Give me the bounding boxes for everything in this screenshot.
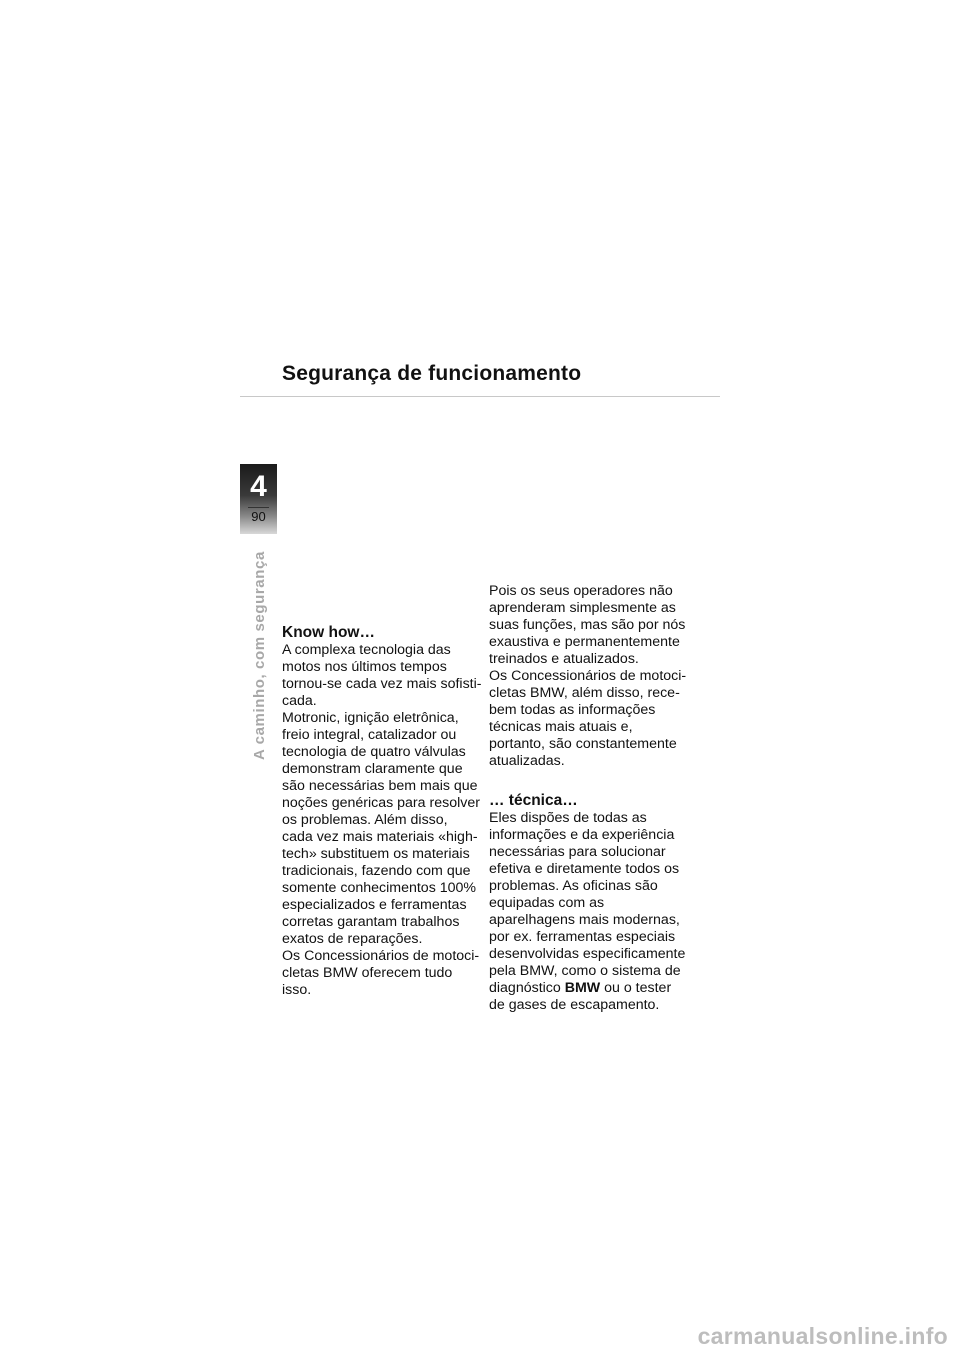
body-line: equipadas com as <box>489 895 605 911</box>
body-line: exatos de reparações. <box>282 931 423 947</box>
line-prefix: diagnóstico <box>489 980 565 996</box>
body-line: aprenderam simplesmente as <box>489 600 676 616</box>
bmw-brand-text: BMW <box>564 980 601 996</box>
body-line: técnicas mais atuais e, <box>489 719 633 735</box>
body-line: A complexa tecnologia das <box>282 642 451 658</box>
body-line: cletas BMW oferecem tudo <box>282 965 453 981</box>
body-line: informações e da experiência <box>489 827 675 843</box>
body-line: motos nos últimos tempos <box>282 659 447 675</box>
page-title: Segurança de funcionamento <box>282 362 582 385</box>
body-line: pela BMW, como o sistema de <box>489 963 681 979</box>
body-line: tech» substituem os materiais <box>282 846 470 862</box>
left-column <box>282 624 482 999</box>
line-suffix: ou o tester <box>600 980 672 996</box>
body-line: de gases de escapamento. <box>489 997 660 1013</box>
page-number: 90 <box>251 509 266 524</box>
title-divider <box>240 396 720 397</box>
body-line: efetiva e diretamente todos os <box>489 861 680 877</box>
body-line-bmw <box>489 980 689 997</box>
watermark: carmanualsonline.info <box>697 1323 948 1349</box>
body-line: Os Concessionários de motoci- <box>489 668 687 684</box>
body-line: os problemas. Além disso, <box>282 812 448 828</box>
chapter-side-label: A caminho, com segurança <box>251 551 268 760</box>
section-heading-tecnica: … técnica… <box>489 792 578 809</box>
body-line: noções genéricas para resolver <box>282 795 480 811</box>
section-heading-know-how: Know how… <box>282 624 375 641</box>
body-line: tornou-se cada vez mais sofisti- <box>282 676 482 692</box>
body-line: tradicionais, fazendo com que <box>282 863 471 879</box>
body-line: por ex. ferramentas especiais <box>489 929 676 945</box>
body-line: isso. <box>282 982 312 998</box>
body-line: aparelhagens mais modernas, <box>489 912 680 928</box>
body-line: necessárias para solucionar <box>489 844 666 860</box>
body-line: exaustiva e permanentemente <box>489 634 680 650</box>
body-line: somente conhecimentos 100% <box>282 880 477 896</box>
body-line: portanto, são constantemente <box>489 736 677 752</box>
body-line: problemas. As oficinas são <box>489 878 658 894</box>
chapter-tab <box>240 464 277 534</box>
body-line: cada vez mais materiais «high- <box>282 829 478 845</box>
body-line: cletas BMW, além disso, rece- <box>489 685 680 701</box>
body-line: desenvolvidas especificamente <box>489 946 686 962</box>
paragraph-spacer <box>489 770 689 792</box>
body-line: treinados e atualizados. <box>489 651 639 667</box>
body-line: cada. <box>282 693 317 709</box>
right-column <box>489 583 689 1014</box>
body-line: Os Concessionários de motoci- <box>282 948 480 964</box>
body-line: demonstram claramente que <box>282 761 463 777</box>
body-line: Pois os seus operadores não <box>489 583 673 599</box>
body-line: Motronic, ignição eletrônica, <box>282 710 459 726</box>
body-line: freio integral, catalizador ou <box>282 727 457 743</box>
body-line: bem todas as informações <box>489 702 656 718</box>
body-line: atualizadas. <box>489 753 565 769</box>
body-line: suas funções, mas são por nós <box>489 617 686 633</box>
body-line: são necessárias bem mais que <box>282 778 478 794</box>
body-line: especializados e ferramentas <box>282 897 467 913</box>
chapter-divider <box>248 507 269 508</box>
body-line: tecnologia de quatro válvulas <box>282 744 466 760</box>
body-line: Eles dispões de todas as <box>489 810 647 826</box>
body-line: corretas garantam trabalhos <box>282 914 460 930</box>
chapter-number: 4 <box>250 470 267 503</box>
